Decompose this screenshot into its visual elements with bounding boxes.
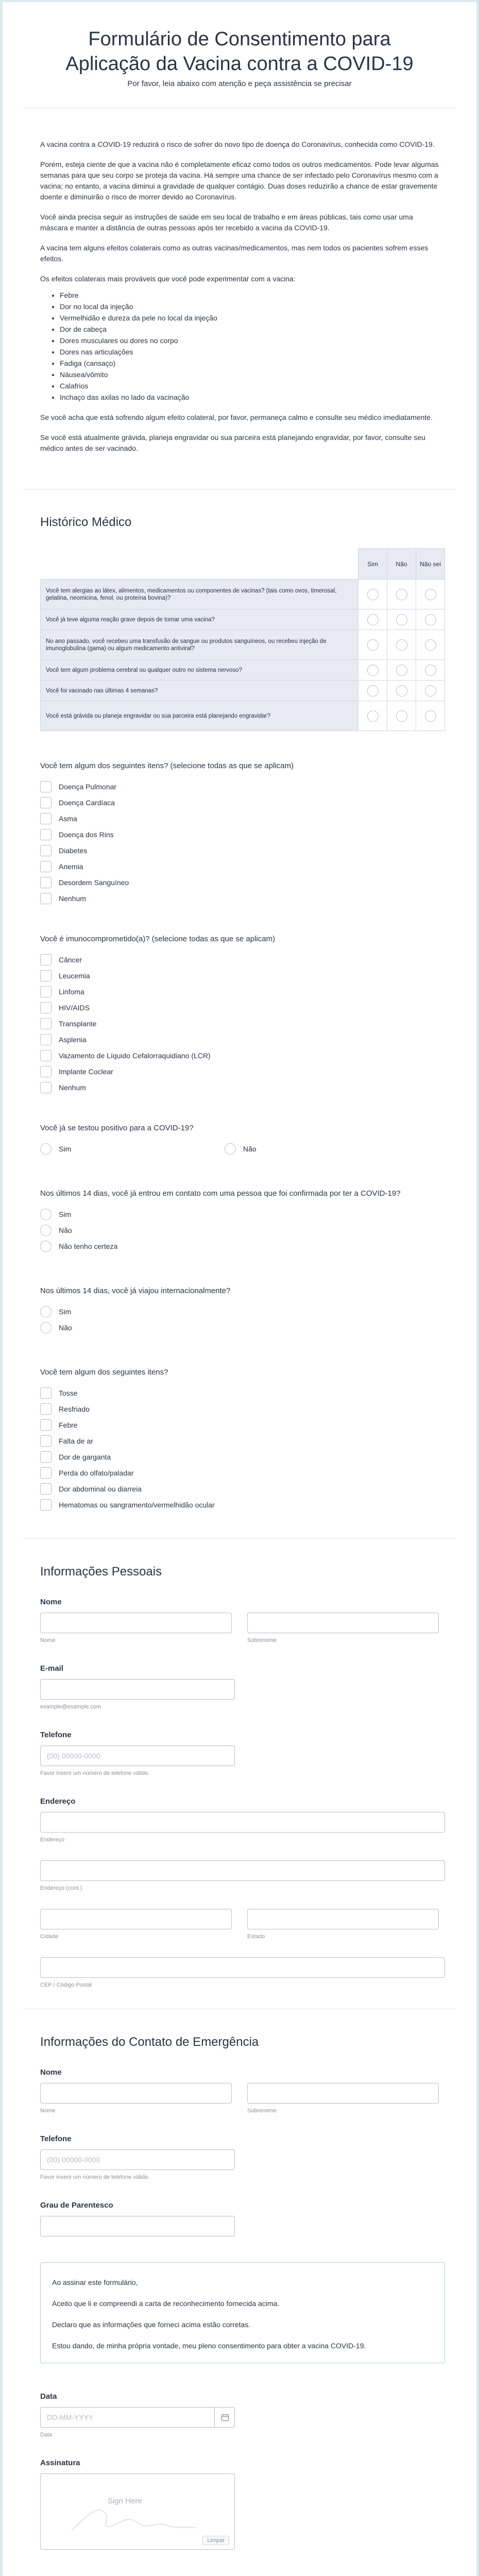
consent-text: Ao assinar este formulário, <box>52 2278 138 2286</box>
option-label: Resfriado <box>59 1404 90 1413</box>
radio-button[interactable] <box>40 1209 52 1220</box>
list-item: • Vermelhidão e dureza da pele no local da injeção <box>60 312 439 324</box>
checkbox[interactable] <box>40 893 52 904</box>
field-label: Nome <box>40 2068 62 2077</box>
option-label: Não tenho certeza <box>59 1242 118 1250</box>
checkbox-option[interactable] <box>40 1433 439 1449</box>
question-label: Nos últimos 14 dias, você já viajou internacionalmente? <box>40 1286 231 1295</box>
checkbox[interactable] <box>40 1002 52 1013</box>
option-label: Dor de garganta <box>59 1452 111 1461</box>
checkbox-option[interactable] <box>40 1063 439 1079</box>
sub-label: CEP / Código Postal <box>40 1982 92 1988</box>
last-name-input[interactable] <box>247 1613 439 1633</box>
travel-question <box>23 1259 456 1341</box>
checkbox[interactable] <box>40 1018 52 1029</box>
relation-input[interactable] <box>40 2216 235 2236</box>
option-label: Sim <box>59 1307 72 1316</box>
question-label: Você já se testou positivo para a COVID-19? <box>40 1124 194 1132</box>
sub-label: Nome <box>40 2108 56 2114</box>
intro-paragraph: Você ainda precisa seguir as instruções de saúde em seu local de trabalho e em áreas públicas, tais como usar uma máscara e manter a distância de outras pessoas após ter recebido a vacina da COVID-19. <box>40 213 413 232</box>
matrix-cell <box>416 660 445 681</box>
checkbox-option[interactable] <box>40 1481 439 1497</box>
first-name-col <box>40 2083 232 2114</box>
option-label: Não <box>59 1323 72 1332</box>
address-input[interactable] <box>40 1812 445 1833</box>
radio-button[interactable] <box>396 589 407 600</box>
option-label: Não <box>59 1226 72 1234</box>
date-field-block <box>23 2363 456 2443</box>
radio-button[interactable] <box>396 665 407 676</box>
checkbox[interactable] <box>40 1419 52 1431</box>
radio-button[interactable] <box>396 710 407 722</box>
option-label: Não <box>243 1144 256 1153</box>
list-item: • Dores nas articulações <box>60 346 439 358</box>
sub-label: Sobrenome <box>247 2108 277 2114</box>
radio-button[interactable] <box>40 1225 52 1236</box>
checkbox-option[interactable] <box>40 1401 439 1417</box>
checkbox-option[interactable] <box>40 968 439 984</box>
matrix-row-label: Você está grávida ou planeja engravidar ou sua parceira está planejando engravidar? <box>41 701 358 731</box>
email-field-block <box>23 1649 456 1715</box>
emergency-name-field <box>23 2057 456 2119</box>
checkbox[interactable] <box>40 845 52 856</box>
intro-paragraph: A vacina contra a COVID-19 reduzirá o risco de sofrer do novo tipo de doença do Coronavírus, conhecida como COVID-19. <box>40 140 435 148</box>
list-item: • Dores musculares ou dores no corpo <box>60 335 439 346</box>
form-header <box>23 2 456 108</box>
radio-button[interactable] <box>367 614 379 625</box>
checkbox[interactable] <box>40 1499 52 1511</box>
question-label: Você tem algum dos seguintes itens? <box>40 1368 168 1377</box>
matrix-row-label: No ano passado, você recebeu uma transfusão de sangue ou produtos sanguíneos, ou recebeu injeção de imunoglobulina (gama) ou algum medicamento antiviral? <box>41 630 358 660</box>
form-container <box>23 2 456 2576</box>
radio-button[interactable] <box>40 1143 52 1155</box>
radio-button[interactable] <box>367 710 379 722</box>
option-label: Falta de ar <box>59 1436 93 1445</box>
email-field[interactable] <box>40 1679 235 1700</box>
checkbox[interactable] <box>40 970 52 981</box>
intro-text <box>23 108 456 479</box>
field-label: Grau de Parentesco <box>40 2201 113 2210</box>
calendar-icon[interactable] <box>214 2407 235 2428</box>
checkbox[interactable] <box>40 1451 52 1463</box>
checkbox[interactable] <box>40 1082 52 1093</box>
field-label: Telefone <box>40 1731 72 1739</box>
radio-button[interactable] <box>425 665 436 676</box>
matrix-row-label: Você foi vacinado nas últimas 4 semanas? <box>41 681 358 701</box>
radio-button[interactable] <box>40 1306 52 1317</box>
address2-input[interactable] <box>40 1860 445 1881</box>
matrix-cell <box>387 660 416 681</box>
consent-text: Declaro que as informações que forneci acima estão corretas. <box>52 2320 251 2329</box>
checkbox-option[interactable] <box>40 1497 439 1513</box>
matrix-col-header: Não sei <box>416 549 445 580</box>
city-state-row <box>40 1909 439 1940</box>
option-label: Febre <box>59 1420 78 1429</box>
matrix-row <box>41 660 445 681</box>
checkbox-option[interactable] <box>40 952 439 968</box>
checkbox-option[interactable] <box>40 810 439 826</box>
checkbox[interactable] <box>40 986 52 997</box>
option-label: Doença Pulmonar <box>59 782 117 791</box>
checkbox[interactable] <box>40 829 52 840</box>
radio-button[interactable] <box>40 1241 52 1252</box>
matrix-row-label: Você já teve alguma reação grave depois de tomar uma vacina? <box>41 609 358 630</box>
address-line-2 <box>40 1860 439 1891</box>
consent-text: Estou dando, de minha própria vontade, meu pleno consentimento para obter a vacina COVID-19. <box>52 2342 366 2350</box>
option-label: Doença dos Rins <box>59 830 114 839</box>
matrix-row <box>41 681 445 701</box>
option-label: Nenhum <box>59 894 86 903</box>
checkbox-option[interactable] <box>40 874 439 890</box>
list-item: • Náusea/vômito <box>60 369 439 380</box>
checkbox-option[interactable] <box>40 1079 439 1095</box>
checkbox[interactable] <box>40 861 52 872</box>
matrix-cell <box>387 580 416 609</box>
question-label: Você tem algum dos seguintes itens? (selecione todas as que se aplicam) <box>40 761 294 770</box>
radio-button[interactable] <box>367 589 379 600</box>
checkbox-option[interactable] <box>40 858 439 874</box>
option-label: Transplante <box>59 1019 97 1028</box>
radio-button[interactable] <box>367 685 379 697</box>
relation-field-block <box>23 2185 456 2242</box>
matrix-cell <box>416 609 445 630</box>
option-label: Sim <box>59 1210 72 1218</box>
checkbox-option[interactable] <box>40 1449 439 1465</box>
checkbox-option[interactable] <box>40 1385 439 1401</box>
matrix-cell <box>387 609 416 630</box>
sub-label: Data <box>40 2432 53 2438</box>
form-title: Formulário de Consentimento para Aplicação da Vacina contra a COVID-19 <box>65 28 414 75</box>
sub-label: Sobrenome <box>247 1637 277 1643</box>
radio-button[interactable] <box>396 614 407 625</box>
side-effects-list <box>60 290 439 403</box>
field-label: Telefone <box>40 2134 72 2143</box>
date-picker <box>40 2407 235 2428</box>
emergency-last-name-input[interactable] <box>247 2083 439 2104</box>
checkbox[interactable] <box>40 1403 52 1415</box>
checkbox[interactable] <box>40 877 52 888</box>
option-label: Implante Coclear <box>59 1067 113 1076</box>
matrix-row <box>41 609 445 630</box>
intro-paragraph: Os efeitos colaterais mais prováveis que você pode experimentar com a vacina: <box>40 275 296 283</box>
option-label: Dor abdominal ou diarreia <box>59 1484 142 1493</box>
checkbox[interactable] <box>40 1387 52 1399</box>
intro-paragraph: Se você acha que está sofrendo algum efeito colateral, por favor, permaneça calmo e consulte seu médico imediatamente. <box>40 413 433 421</box>
field-label: Assinatura <box>40 2459 80 2467</box>
sub-label: Endereço <box>40 1837 65 1843</box>
option-label: Perda do olfato/paladar <box>59 1468 134 1477</box>
matrix-cell <box>387 701 416 731</box>
matrix-cell <box>358 580 387 609</box>
checkbox-option[interactable] <box>40 1465 439 1481</box>
matrix-row <box>41 630 445 660</box>
radio-option[interactable] <box>40 1141 225 1157</box>
checkbox[interactable] <box>40 781 52 792</box>
option-label: Nenhum <box>59 1083 86 1092</box>
date-input[interactable] <box>40 2407 235 2428</box>
list-item: • Inchaço das axilas no lado da vacinação <box>60 392 439 403</box>
matrix-cell <box>416 701 445 731</box>
checkbox[interactable] <box>40 1483 52 1495</box>
radio-option[interactable] <box>40 1303 439 1319</box>
matrix-row <box>41 580 445 609</box>
matrix-row-label: Você tem alergias ao látex, alimentos, medicamentos ou componentes de vacinas? (tais como ovos, timerosal, gelatina, neomicina, fenol, ou proteína bovina)? <box>41 580 358 609</box>
option-label: Desordem Sanguíneo <box>59 878 129 887</box>
radio-button[interactable] <box>367 639 379 651</box>
checkbox-option[interactable] <box>40 826 439 842</box>
checkbox-option[interactable] <box>40 1047 439 1063</box>
radio-group <box>40 1141 439 1157</box>
checkbox[interactable] <box>40 954 52 965</box>
option-label: Sim <box>59 1144 72 1153</box>
personal-name-field <box>23 1586 456 1649</box>
checkbox[interactable] <box>40 1050 52 1061</box>
matrix-table <box>40 548 445 731</box>
zip-line <box>40 1957 439 1988</box>
section-title-emergency: Informações do Contato de Emergência <box>40 2035 259 2049</box>
matrix-cell <box>358 660 387 681</box>
field-label: E-mail <box>40 1664 64 1673</box>
field-label: Nome <box>40 1598 62 1606</box>
signature-field-block <box>23 2443 456 2555</box>
sub-label: example@example.com <box>40 1704 101 1710</box>
matrix-col-header: Não <box>387 549 416 580</box>
signature-hint: Sign Here <box>108 2497 142 2505</box>
radio-button[interactable] <box>425 589 436 600</box>
matrix-col-header: Sim <box>358 549 387 580</box>
last-name-col <box>247 2083 439 2114</box>
matrix-row-label: Você tem algum problema cerebral ou qualquer outro no sistema nervoso? <box>41 660 358 681</box>
matrix-cell <box>416 681 445 701</box>
list-item: • Dor de cabeça <box>60 324 439 335</box>
radio-button[interactable] <box>425 639 436 651</box>
first-name-input[interactable] <box>40 1613 232 1633</box>
radio-button[interactable] <box>396 685 407 697</box>
sub-label: Favor inserir um número de telefone válido. <box>40 2174 150 2180</box>
emergency-first-name-input[interactable] <box>40 2083 232 2104</box>
consent-box <box>40 2262 445 2363</box>
sub-label: Cidade <box>40 1934 58 1940</box>
list-item: • Dor no local da injeção <box>60 301 439 312</box>
radio-button[interactable] <box>40 1322 52 1333</box>
first-name-col <box>40 1613 232 1643</box>
field-label: Endereço <box>40 1797 76 1806</box>
checkbox-option[interactable] <box>40 794 439 810</box>
matrix-cell <box>387 681 416 701</box>
checkbox[interactable] <box>40 1435 52 1447</box>
zip-input[interactable] <box>40 1957 445 1978</box>
phone-field-block <box>23 1715 456 1782</box>
sub-label: Nome <box>40 1637 56 1643</box>
question-label: Nos últimos 14 dias, você já entrou em contato com uma pessoa que foi confirmada por ter a COVID-19? <box>40 1189 401 1198</box>
checkbox[interactable] <box>40 797 52 808</box>
intro-paragraph: A vacina tem alguns efeitos colaterais como as outras vacinas/medicamentos, mas nem todos os pacientes sofrem esses efeitos. <box>40 244 429 263</box>
matrix-cell <box>358 681 387 701</box>
radio-option[interactable] <box>40 1238 439 1254</box>
radio-option[interactable] <box>40 1319 439 1335</box>
radio-button[interactable] <box>396 639 407 651</box>
clear-signature-button[interactable]: Limpar <box>202 2536 229 2545</box>
immuno-question <box>23 911 456 1100</box>
radio-option[interactable] <box>225 1141 256 1157</box>
radio-button[interactable] <box>367 665 379 676</box>
option-label: Hematomas ou sangramento/vermelhidão ocular <box>59 1500 215 1509</box>
option-label: Diabetes <box>59 846 88 855</box>
question-label: Você é imunocomprometido(a)? (selecione todas as que se aplicam) <box>40 935 276 943</box>
list-item: • Febre <box>60 290 439 301</box>
option-label: Asma <box>59 814 77 823</box>
radio-button[interactable] <box>425 710 436 722</box>
state-input[interactable] <box>247 1909 439 1929</box>
symptoms-question <box>23 1341 456 1518</box>
state-col <box>247 1909 439 1940</box>
matrix-cell <box>387 630 416 660</box>
emergency-phone-input[interactable] <box>40 2149 235 2170</box>
list-item: • Calafrios <box>60 380 439 392</box>
option-label: Leucemia <box>59 971 90 980</box>
address-line-1 <box>40 1812 439 1843</box>
section-title-personal: Informações Pessoais <box>40 1565 162 1579</box>
checkbox-option[interactable] <box>40 842 439 858</box>
city-col <box>40 1909 232 1940</box>
checkbox[interactable] <box>40 1066 52 1077</box>
matrix-cell <box>416 580 445 609</box>
matrix-row <box>41 701 445 731</box>
checkbox-option[interactable] <box>40 778 439 794</box>
checkbox-option[interactable] <box>40 999 439 1015</box>
option-label: Linfoma <box>59 987 84 996</box>
option-label: Asplenia <box>59 1035 87 1044</box>
checkbox-option[interactable] <box>40 984 439 999</box>
radio-button[interactable] <box>425 614 436 625</box>
sub-label: Favor inserir um número de telefone válido. <box>40 1770 150 1776</box>
name-row <box>40 2083 439 2114</box>
radio-button[interactable] <box>425 685 436 697</box>
sub-label: Endereço (cont.) <box>40 1885 82 1891</box>
option-label: Doença Cardíaca <box>59 798 115 807</box>
emergency-phone-block <box>23 2119 456 2185</box>
checkbox-option[interactable] <box>40 1031 439 1047</box>
checkbox[interactable] <box>40 1034 52 1045</box>
checkbox[interactable] <box>40 813 52 824</box>
name-row <box>40 1613 439 1643</box>
checkbox[interactable] <box>40 1467 52 1479</box>
tested-question <box>23 1100 456 1162</box>
radio-option[interactable] <box>40 1206 439 1222</box>
matrix-cell <box>416 630 445 660</box>
address-field-block <box>23 1782 456 1993</box>
conditions-question <box>23 731 456 911</box>
matrix-cell <box>358 701 387 731</box>
matrix-corner <box>41 549 358 580</box>
form-subtitle: Por favor, leia abaixo com atenção e peça assistência se precisar <box>127 79 352 88</box>
option-label: Tosse <box>59 1388 78 1397</box>
last-name-col <box>247 1613 439 1643</box>
matrix-cell <box>358 609 387 630</box>
signature-pad[interactable] <box>40 2473 235 2550</box>
intro-paragraph: Se você está atualmente grávida, planeja engravidar ou sua parceira está planejando engravidar, por favor, consulte seu médico antes de ser vacinado. <box>40 433 425 452</box>
checkbox-option[interactable] <box>40 1015 439 1031</box>
intro-paragraph: Porém, esteja ciente de que a vacina não é completamente eficaz como todos os outros medicamentos. Pode levar algumas semanas para que seu corpo se proteja da vacina. Há sempre uma chance de ser infectado pelo Coronavírus mesmo com a vacina; no entanto, a vacina diminui a gravidade de qualquer contágio. Duas doses reduzirão a chance de estar gravemente doente e diminuirão o risco de morrer devido ao Coronavírus. <box>40 160 439 201</box>
option-label: Câncer <box>59 955 82 964</box>
checkbox-option[interactable] <box>40 1417 439 1433</box>
matrix-cell <box>358 630 387 660</box>
city-input[interactable] <box>40 1909 232 1929</box>
medical-history-matrix <box>23 548 456 731</box>
radio-option[interactable] <box>40 1222 439 1238</box>
checkbox-option[interactable] <box>40 890 439 906</box>
radio-button[interactable] <box>225 1143 236 1155</box>
consent-text: Aceito que li e compreendi a carta de reconhecimento fornecida acima. <box>52 2299 280 2308</box>
contact-question <box>23 1162 456 1259</box>
sub-label: Estado <box>247 1934 265 1940</box>
phone-input[interactable] <box>40 1745 235 1766</box>
option-label: Anemia <box>59 862 83 871</box>
list-item: • Fadiga (cansaço) <box>60 358 439 369</box>
option-label: Vazamento de Líquido Cefalorraquidiano (LCR) <box>59 1051 211 1060</box>
field-label: Data <box>40 2392 57 2401</box>
option-label: HIV/AIDS <box>59 1003 90 1012</box>
section-title-history: Histórico Médico <box>40 515 132 529</box>
